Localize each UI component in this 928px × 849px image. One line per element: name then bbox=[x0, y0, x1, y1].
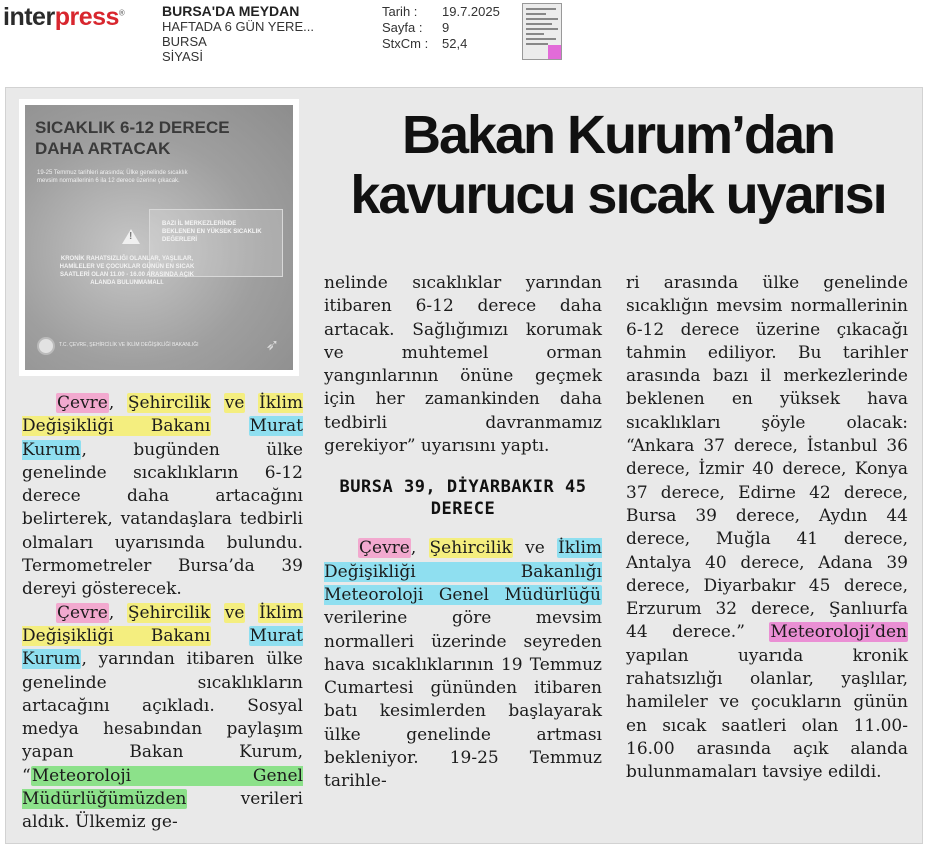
infographic-intro: 19-25 Temmuz tarihleri arasında; Ülke genelinde sıcaklık mevsim normallerinin 6 ila 12 derece üzerine çıkacak. bbox=[37, 170, 188, 184]
clipping-location-marker bbox=[548, 45, 561, 59]
highlight-cevre: Çevre bbox=[359, 538, 410, 559]
infographic-photo bbox=[19, 99, 299, 376]
page-thumbnail[interactable] bbox=[522, 3, 562, 60]
infographic-box: BAZI İL MERKEZLERİNDE BEKLENEN EN YÜKSEK SICAKLIK DEĞERLERİ bbox=[149, 209, 283, 277]
highlight-ve: ve bbox=[224, 393, 245, 413]
highlight-meteoroloji-genel-mudurlugu: İklim Değişikliği Bakanlığı Meteoroloji Genel Müdürlüğü bbox=[324, 538, 602, 605]
article-column-1 bbox=[22, 392, 303, 835]
bird-logo-icon: ➶ bbox=[265, 335, 279, 354]
headline-line-2: kavurucu sıcak uyarısı bbox=[350, 165, 886, 225]
highlight-ministry: İklim Değişikliği Bakanı bbox=[22, 602, 303, 646]
publication-frequency: HAFTADA 6 GÜN YERE... bbox=[162, 19, 314, 34]
highlight-murat-kurum: Murat Kurum bbox=[22, 625, 303, 670]
highlight-meteoroloji: Meteoroloji’den bbox=[770, 622, 907, 643]
interpress-logo: interpress® bbox=[3, 3, 125, 31]
page-value: 9 bbox=[442, 20, 450, 35]
infographic-advice: KRONİK RAHATSIZLIĞI OLANLAR, YAŞLILAR, HAMİLELER VE ÇOCUKLAR GÜNÜN EN SICAK SAATLERİ OLAN 11.00 - 16.00 ARASINDA AÇIK ALANDA BULUNMAMALI. bbox=[59, 256, 195, 286]
publication-name: BURSA'DA MEYDAN bbox=[162, 3, 300, 19]
highlight-ve: ve bbox=[224, 602, 245, 623]
highlight-cevre: Çevre bbox=[57, 602, 108, 623]
publication-info bbox=[162, 4, 314, 64]
highlight-murat-kurum: Murat Kurum bbox=[22, 416, 303, 460]
article-subhead: BURSA 39, DİYARBAKIR 45 DERECE bbox=[339, 477, 587, 520]
stxcm-label: StxCm : bbox=[382, 36, 429, 51]
paragraph: Çevre, Şehircilik ve İklim Değişikliği Bakanı Murat Kurum, yarından itibaren ülke genelinde sıcaklıkların artacağını açıkladı. Sosyal medya hesabından paylaşım yapan Bakan Kurum, “Meteoroloji Genel Müdürlüğümüzden verileri aldık. Ülkemiz ge- bbox=[22, 602, 303, 833]
infographic-title: SICAKLIK 6-12 DERECE DAHA ARTACAK bbox=[35, 118, 230, 158]
headline-line-1: Bakan Kurum’dan bbox=[401, 105, 835, 165]
clipping-meta bbox=[382, 4, 500, 52]
paragraph: ri arasında ülke genelinde sıcaklığın mevsim normallerinin 6-12 derece üzerine çıkacağı tahmin ediliyor. Bu tarihler arasında bazı il merkezlerinde beklenen en yüksek hava sıcaklıkları şöyle olacak: “Ankara 37 derece, İstanbul 36 derece, İzmir 40 derece, Konya 37 derece, Edirne 42 derece, Bursa 39 derece, Aydın 44 derece, Muğla 41 derece, Antalya 40 derece, Adana 39 derece, Diyarbakır 45 derece, Erzurum 32 derece, Şanlıurfa 44 derece.” Meteoroloji’den yapılan uyarıda kronik rahatsızlığı olanlar, yaşlılar, hamileler ve çocukların günün en sıcak saatleri olan 11.00-16.00 arasında açık alanda bulunmamaları tavsiye edildi. bbox=[626, 273, 908, 783]
date-value: 19.7.2025 bbox=[442, 4, 500, 19]
date-label: Tarih : bbox=[382, 4, 418, 19]
article-headline bbox=[318, 106, 918, 226]
ministry-seal-icon bbox=[37, 337, 55, 355]
paragraph: nelinde sıcaklıklar yarından itibaren 6-12 derece daha artacak. Sağlığımızı korumak ve muhtemel orman yangınlarının önüne geçmek için her zamankinden daha tedbirli davranmamız gerekiyor” uyarısını yaptı. bbox=[324, 273, 602, 457]
highlight-cevre: Çevre bbox=[57, 393, 108, 413]
highlight-ministry: İklim Değişikliği Bakanı bbox=[22, 393, 303, 437]
paragraph: Çevre, Şehircilik ve İklim Değişikliği Bakanlığı Meteoroloji Genel Müdürlüğü verilerine göre mevsim normalleri üzerinde seyreden hava sıcaklıklarının 19 Temmuz Cumartesi gününden itibaren batı kesimlerden başlayarak ülke genelinde artması bekleniyor. 19-25 Temmuz tarihle- bbox=[324, 538, 602, 792]
ministry-name: T.C. ÇEVRE, ŞEHİRCİLİK VE İKLİM DEĞİŞİKLİĞİ BAKANLIĞI bbox=[59, 342, 199, 348]
paragraph: Çevre, Şehircilik ve İklim Değişikliği Bakanı Murat Kurum, bugünden ülke genelinde sıcaklıkların 6-12 derece daha artacağını belirterek, vatandaşlara tedbirli olmaları uyarısında bulundu. Termometreler Bursa’da 39 dereyi gösterecek. bbox=[22, 393, 303, 600]
stxcm-value: 52,4 bbox=[442, 36, 468, 51]
warning-icon bbox=[122, 229, 140, 244]
publication-city: BURSA bbox=[162, 34, 207, 49]
article-column-2 bbox=[324, 272, 602, 794]
article-column-3 bbox=[626, 272, 908, 785]
highlight-sehircilik: Şehircilik bbox=[127, 393, 211, 413]
clipping-header bbox=[0, 0, 928, 86]
highlight-sehircilik: Şehircilik bbox=[127, 602, 211, 623]
publication-category: SİYASİ bbox=[162, 49, 203, 64]
highlight-sehircilik: Şehircilik bbox=[429, 538, 512, 559]
highlight-meteoroloji-genel-mudurlugu: Meteoroloji Genel Müdürlüğümüzden bbox=[22, 765, 303, 810]
news-clipping bbox=[5, 87, 923, 844]
page-label: Sayfa : bbox=[382, 20, 423, 35]
